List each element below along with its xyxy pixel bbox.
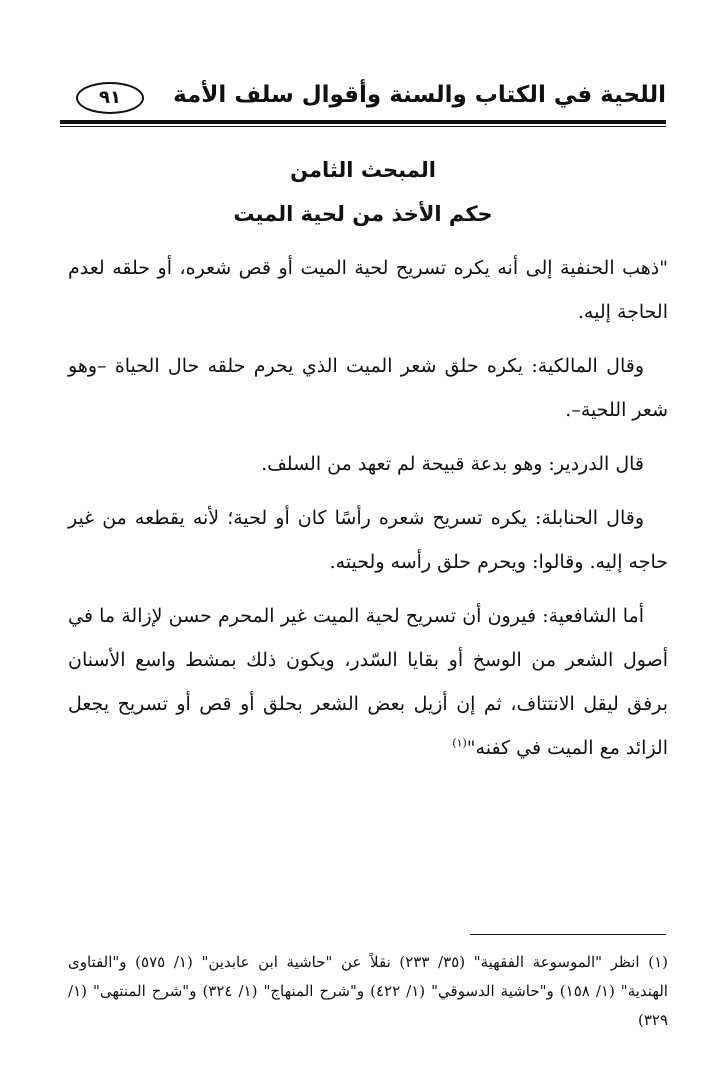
header-rule-thick (60, 120, 666, 124)
running-title: اللحية في الكتاب والسنة وأقوال سلف الأمة (173, 82, 666, 108)
paragraph: وقال الحنابلة: يكره تسريح شعره رأسًا كان أو لحية؛ لأنه يقطعه من غير حاجه إليه. وقالوا: ويحرم حلق رأسه ولحيته. (68, 507, 668, 573)
paragraph-last (68, 594, 668, 770)
header-rule-thin (60, 126, 666, 127)
footnote-reference: (١) (452, 736, 467, 750)
section-title: حكم الأخذ من لحية الميت (233, 202, 493, 226)
paragraph: قال الدردير: وهو بدعة قبيحة لم تعهد من السلف. (261, 453, 644, 475)
section-label: المبحث الثامن (290, 158, 436, 182)
paragraph: "ذهب الحنفية إلى أنه يكره تسريح لحية الميت أو قص شعره، أو حلقه لعدم الحاجة إليه. (68, 257, 668, 323)
footnotes (68, 948, 668, 1035)
paragraph-text: أما الشافعية: فيرون أن تسريح لحية الميت غير المحرم حسن لإزالة ما في أصول الشعر من الوسخ أو بقايا السّدر، ويكون ذلك بمشط واسع الأسنان برفق ليقل الانتتاف، ثم إن أزيل بعض الشعر بحلق أو قص أو تسريح يجعل الزائد مع الميت في كفنه" (68, 605, 668, 759)
page-header (60, 76, 666, 126)
paragraph: وقال المالكية: يكره حلق شعر الميت الذي يحرم حلقه حال الحياة –وهو شعر اللحية–. (68, 355, 668, 421)
footnote: (١) انظر "الموسوعة الفقهية" (٣٥/ ٢٣٣) نقلاً عن "حاشية ابن عابدين" (١/ ٥٧٥) و"الفتاوى الهندية" (١/ ١٥٨) و"حاشية الدسوقي" (١/ ٤٢٢) و"شرح المنهاج" (١/ ٣٢٤) و"شرح المنتهى" (١/ ٣٢٩) (68, 953, 668, 1029)
body-text (68, 246, 668, 780)
footnote-divider (470, 934, 666, 935)
page-number: ٩١ (76, 82, 144, 114)
